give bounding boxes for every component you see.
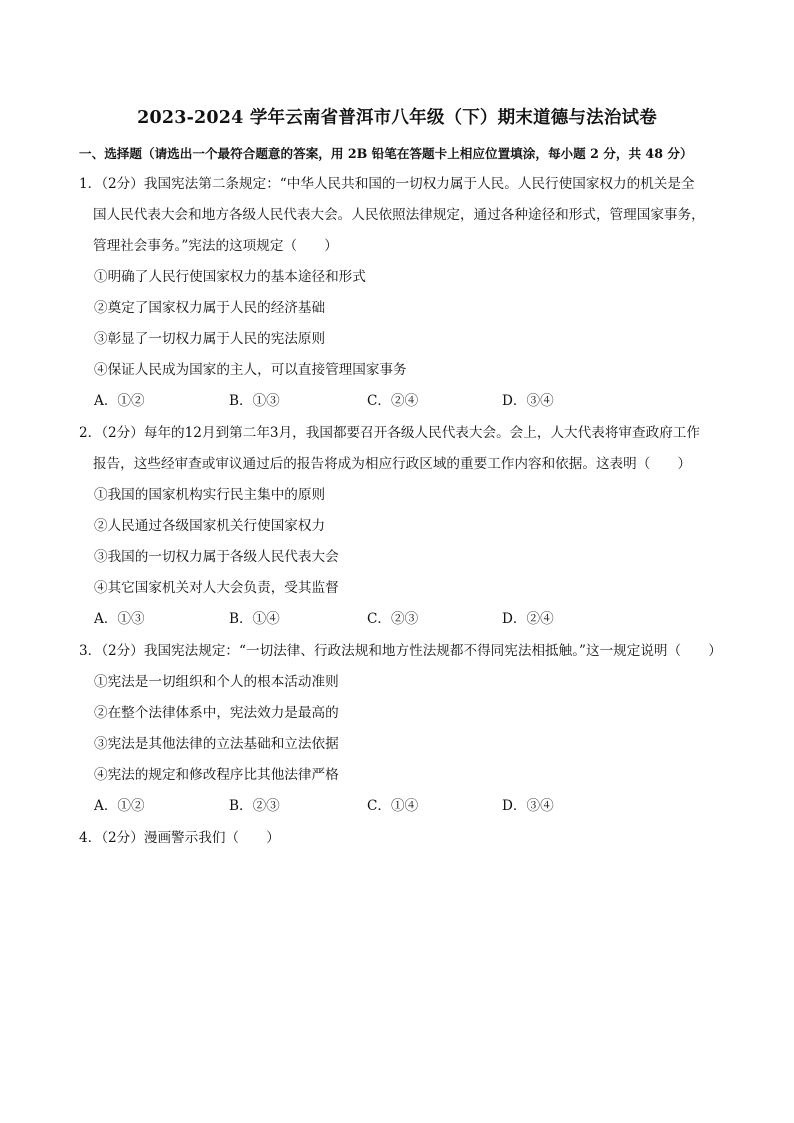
- question-3-line-1: 3．（2分）我国宪法规定：“一切法律、行政法规和地方性法规都不得同宪法相抵触。”这一规定说明（ ）: [79, 643, 722, 659]
- question-1-choice-c[interactable]: C．②④: [367, 393, 419, 409]
- question-1-statement-2: ②奠定了国家权力属于人民的经济基础: [94, 300, 326, 316]
- question-1-choice-d[interactable]: D．③④: [502, 393, 554, 409]
- question-3-choice-a[interactable]: A．①②: [94, 798, 145, 814]
- question-3-statement-3: ③宪法是其他法律的立法基础和立法依据: [94, 736, 339, 752]
- question-4-line-1: 4．（2分）漫画警示我们（ ）: [79, 830, 280, 846]
- question-1-line-1: 1．（2分）我国宪法第二条规定：“中华人民共和国的一切权力属于人民。人民行使国家权力的机关是全: [79, 176, 695, 192]
- question-2-choice-a[interactable]: A．①③: [94, 611, 145, 627]
- question-2-statement-3: ③我国的一切权力属于各级人民代表大会: [94, 549, 339, 565]
- question-2-choice-b[interactable]: B．①④: [229, 611, 280, 627]
- question-3-statement-1: ①宪法是一切组织和个人的根本活动准则: [94, 674, 339, 690]
- question-3-choice-b[interactable]: B．②③: [229, 798, 280, 814]
- question-2-choice-c[interactable]: C．②③: [367, 611, 419, 627]
- page-title: 2023-2024 学年云南省普洱市八年级（下）期末道德与法治试卷: [137, 108, 657, 128]
- question-3-choice-c[interactable]: C．①④: [367, 798, 419, 814]
- question-1-line-3: 管理社会事务。”宪法的这项规定（ ）: [93, 238, 338, 254]
- question-1-line-2: 国人民代表大会和地方各级人民代表大会。人民依照法律规定，通过各种途径和形式，管理国家事务，: [93, 207, 705, 223]
- question-1-choice-a[interactable]: A．①②: [94, 393, 145, 409]
- question-2-line-1: 2．（2分）每年的12月到第二年3月，我国都要召开各级人民代表大会。会上，人大代表将审查政府工作: [79, 425, 700, 441]
- question-2-line-2: 报告，这些经审查或审议通过后的报告将成为相应行政区域的重要工作内容和依据。这表明（ ）: [93, 456, 692, 472]
- question-3-statement-2: ②在整个法律体系中，宪法效力是最高的: [94, 705, 339, 721]
- question-2-statement-2: ②人民通过各级国家机关行使国家权力: [94, 518, 326, 534]
- question-2-statement-4: ④其它国家机关对人大会负责，受其监督: [94, 580, 339, 596]
- question-3-choice-d[interactable]: D．③④: [502, 798, 554, 814]
- question-1-statement-1: ①明确了人民行使国家权力的基本途径和形式: [94, 269, 366, 285]
- question-2-statement-1: ①我国的国家机构实行民主集中的原则: [94, 487, 326, 503]
- question-1-statement-4: ④保证人民成为国家的主人，可以直接管理国家事务: [94, 362, 407, 378]
- question-1-statement-3: ③彰显了一切权力属于人民的宪法原则: [94, 331, 326, 347]
- question-2-choice-d[interactable]: D．②④: [502, 611, 554, 627]
- section-heading: 一、选择题（请选出一个最符合题意的答案，用 2B 铅笔在答题卡上相应位置填涂，每小题 2 分，共 48 分）: [79, 146, 693, 161]
- question-1-choice-b[interactable]: B．①③: [229, 393, 280, 409]
- question-3-statement-4: ④宪法的规定和修改程序比其他法律严格: [94, 767, 339, 783]
